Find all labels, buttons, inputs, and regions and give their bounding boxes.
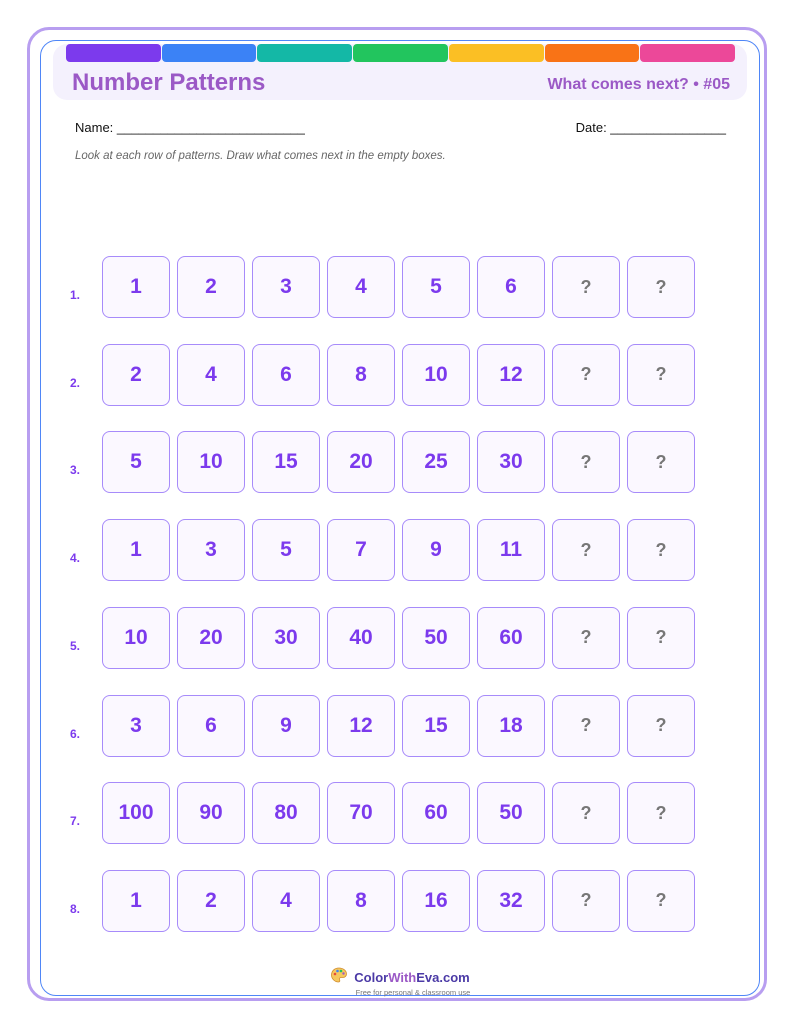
number-box: 16 — [402, 870, 470, 932]
instructions-text: Look at each row of patterns. Draw what comes next in the empty boxes. — [75, 150, 446, 162]
number-box: 4 — [327, 256, 395, 318]
answer-box[interactable]: ? — [627, 695, 695, 757]
number-box: 80 — [252, 782, 320, 844]
number-box: 40 — [327, 607, 395, 669]
number-box: 20 — [327, 431, 395, 493]
number-box: 5 — [102, 431, 170, 493]
inner-border — [40, 40, 760, 996]
row-number: 7. — [70, 814, 81, 829]
answer-box[interactable]: ? — [552, 519, 620, 581]
answer-box[interactable]: ? — [552, 344, 620, 406]
number-box: 4 — [252, 870, 320, 932]
color-bar-segment — [162, 44, 257, 62]
page-subtitle: What comes next? • #05 — [547, 76, 730, 93]
pattern-row — [0, 607, 800, 671]
brand-part-color: Color — [354, 970, 389, 985]
row-number: 6. — [70, 726, 81, 741]
number-box: 60 — [477, 607, 545, 669]
number-box: 1 — [102, 256, 170, 318]
number-box: 9 — [402, 519, 470, 581]
pattern-row — [0, 256, 800, 320]
number-box: 50 — [402, 607, 470, 669]
number-box: 15 — [402, 695, 470, 757]
number-box: 3 — [102, 695, 170, 757]
answer-box[interactable]: ? — [627, 870, 695, 932]
answer-box[interactable]: ? — [552, 782, 620, 844]
footer-tagline: Free for personal & classroom use — [355, 988, 471, 997]
number-box: 70 — [327, 782, 395, 844]
number-box: 11 — [477, 519, 545, 581]
row-number: 8. — [70, 901, 81, 916]
number-box: 6 — [252, 344, 320, 406]
number-box: 5 — [252, 519, 320, 581]
answer-box[interactable]: ? — [552, 695, 620, 757]
pattern-row — [0, 870, 800, 934]
answer-box[interactable]: ? — [627, 782, 695, 844]
answer-box[interactable]: ? — [627, 256, 695, 318]
row-number: 2. — [70, 375, 81, 390]
answer-box[interactable]: ? — [627, 607, 695, 669]
row-number: 5. — [70, 638, 81, 653]
answer-box[interactable]: ? — [552, 607, 620, 669]
color-bar-segment — [449, 44, 544, 62]
brand-name[interactable] — [354, 970, 469, 985]
date-field[interactable]: Date: ________________ — [575, 120, 726, 135]
footer — [0, 966, 800, 997]
number-box: 4 — [177, 344, 245, 406]
number-box: 12 — [477, 344, 545, 406]
pattern-row — [0, 695, 800, 759]
page-title: Number Patterns — [72, 69, 266, 96]
pattern-row — [0, 431, 800, 495]
number-box: 3 — [252, 256, 320, 318]
answer-box[interactable]: ? — [552, 256, 620, 318]
answer-box[interactable]: ? — [552, 431, 620, 493]
name-field[interactable]: Name: __________________________ — [75, 120, 305, 135]
pattern-row — [0, 782, 800, 846]
number-box: 1 — [102, 519, 170, 581]
answer-box[interactable]: ? — [627, 519, 695, 581]
row-number: 1. — [70, 288, 81, 302]
footer-logo — [330, 966, 469, 989]
color-bar-segment — [545, 44, 640, 62]
pattern-row — [0, 519, 800, 583]
number-box: 18 — [477, 695, 545, 757]
number-box: 20 — [177, 607, 245, 669]
number-box: 30 — [252, 607, 320, 669]
number-box: 25 — [402, 431, 470, 493]
number-box: 1 — [102, 870, 170, 932]
row-number: 4. — [70, 551, 81, 566]
number-box: 90 — [177, 782, 245, 844]
brand-part-with: With — [388, 970, 417, 985]
number-box: 5 — [402, 256, 470, 318]
number-box: 15 — [252, 431, 320, 493]
answer-box[interactable]: ? — [627, 344, 695, 406]
answer-box[interactable]: ? — [627, 431, 695, 493]
number-box: 100 — [102, 782, 170, 844]
pattern-row — [0, 344, 800, 408]
color-bar-segment — [640, 44, 735, 62]
number-box: 2 — [102, 344, 170, 406]
number-box: 10 — [402, 344, 470, 406]
number-box: 60 — [402, 782, 470, 844]
number-box: 50 — [477, 782, 545, 844]
color-bar-segment — [257, 44, 352, 62]
number-box: 2 — [177, 870, 245, 932]
number-box: 6 — [477, 256, 545, 318]
number-box: 10 — [177, 431, 245, 493]
number-box: 30 — [477, 431, 545, 493]
color-bar-segment — [353, 44, 448, 62]
number-box: 12 — [327, 695, 395, 757]
number-box: 32 — [477, 870, 545, 932]
answer-box[interactable]: ? — [552, 870, 620, 932]
rainbow-color-bar — [66, 44, 736, 62]
number-box: 3 — [177, 519, 245, 581]
palette-icon — [330, 966, 348, 989]
color-bar-segment — [66, 44, 161, 62]
number-box: 6 — [177, 695, 245, 757]
number-box: 2 — [177, 256, 245, 318]
row-number: 3. — [70, 463, 81, 478]
number-box: 8 — [327, 344, 395, 406]
number-box: 8 — [327, 870, 395, 932]
number-box: 9 — [252, 695, 320, 757]
number-box: 7 — [327, 519, 395, 581]
brand-part-eva: Eva.com — [416, 970, 470, 985]
number-box: 10 — [102, 607, 170, 669]
